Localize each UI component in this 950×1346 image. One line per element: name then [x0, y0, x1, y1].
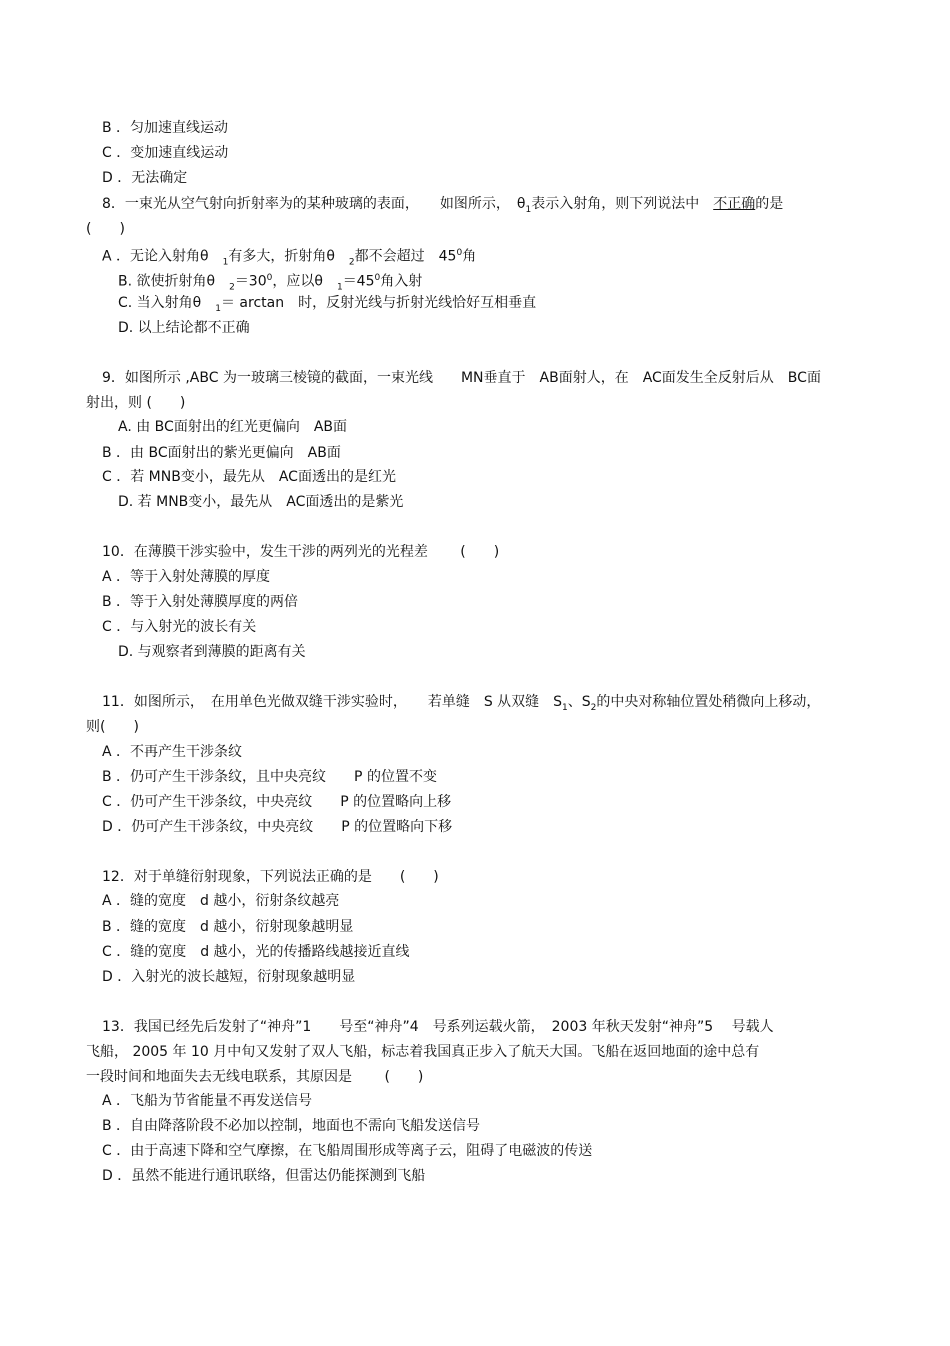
- q8-option-b-sub1: 2: [229, 282, 235, 293]
- q11-stem-text-c: 的中央对称轴位置处稍微向上移动，: [596, 694, 821, 710]
- q8-stem-sub: 1: [525, 204, 532, 215]
- q11-option-a: A ．不再产生干涉条纹: [102, 744, 243, 760]
- q8-option-b-sup1: 0: [266, 273, 273, 283]
- q8-option-a-text-d: 角: [462, 248, 477, 265]
- q8-option-b-sup2: 0: [374, 273, 381, 283]
- q11-stem-text-a: 11．如图所示， 在用单色光做双缝干涉实验时， 若单缝 S 从双缝 S: [102, 694, 563, 710]
- q12-option-a: A ．缝的宽度 d 越小，衍射条纹越亮: [102, 893, 340, 909]
- q8-stem-line1: [102, 195, 783, 219]
- q8-option-a-sub2: 2: [348, 257, 355, 268]
- q8-stem-text-c: 的是: [755, 196, 784, 212]
- q8-option-b-text-b: ＝30: [234, 273, 267, 290]
- q8-stem-line2: ( ): [86, 221, 125, 237]
- q8-option-a-text-a: A ．无论入射角θ: [102, 248, 223, 265]
- q11-option-b: B ．仍可产生干涉条纹，且中央亮纹 P 的位置不变: [102, 769, 437, 785]
- q8-option-c-text-b: ＝ arctan 时，反射光线与折射光线恰好互相垂直: [220, 295, 537, 311]
- q8-stem-underlined: 不正确: [713, 196, 756, 212]
- q9-stem-line2: 射出，则 ( ): [86, 395, 186, 411]
- q8-option-b-text-e: 角入射: [380, 273, 423, 290]
- q11-stem-sub2: 2: [590, 702, 597, 713]
- q8-option-b-sub2: 1: [336, 282, 343, 293]
- q13-option-d: D ．虽然不能进行通讯联络，但雷达仍能探测到飞船: [102, 1168, 426, 1184]
- q13-option-a: A ．飞船为节省能量不再发送信号: [102, 1093, 313, 1109]
- q10-option-a: A ．等于入射处薄膜的厚度: [102, 569, 271, 585]
- q8-stem-text-a: 8．一束光从空气射向折射率为的某种玻璃的表面， 如图所示， θ: [102, 196, 526, 212]
- q11-stem-line2: 则( ): [86, 719, 139, 735]
- q8-stem-text-b: 表示入射角，则下列说法中: [531, 196, 714, 212]
- q10-option-c: C ．与入射光的波长有关: [102, 619, 257, 635]
- q7-option-c: C ．变加速直线运动: [102, 145, 229, 161]
- q12-option-b: B ．缝的宽度 d 越小，衍射现象越明显: [102, 919, 354, 935]
- q11-stem-sub1: 1: [562, 702, 568, 713]
- q8-option-b-text-a: B. 欲使折射角θ: [118, 273, 230, 290]
- q8-option-b-text-d: ＝45: [342, 273, 375, 290]
- q8-option-a-text-c: 都不会超过 45: [354, 248, 457, 265]
- q7-option-d: D ．无法确定: [102, 170, 188, 186]
- q8-option-b-text-c: ，应以θ: [272, 273, 337, 290]
- q9-stem-line1: 9．如图所示 ,ABC 为一玻璃三棱镜的截面，一束光线 MN垂直于 AB面射人，在 AC面发生全反射后从 BC面: [102, 370, 821, 386]
- q8-option-a-sup: 0: [456, 248, 463, 258]
- q8-option-c-sub: 1: [215, 303, 221, 314]
- q8-option-c: [118, 294, 536, 318]
- q10-stem: 10．在薄膜干涉实验中，发生干涉的两列光的光程差 ( ): [102, 544, 500, 560]
- q8-option-a-sub1: 1: [222, 257, 229, 268]
- q9-option-c: C ．若 MNB变小，最先从 AC面透出的是红光: [102, 469, 396, 485]
- q8-option-a: [102, 244, 476, 271]
- q10-option-d: D. 与观察者到薄膜的距离有关: [118, 644, 306, 660]
- q9-option-b: B ．由 BC面射出的紫光更偏向 AB面: [102, 445, 341, 461]
- q8-option-d: D. 以上结论都不正确: [118, 320, 250, 336]
- q12-option-d: D ．入射光的波长越短，衍射现象越明显: [102, 969, 356, 985]
- q8-option-a-text-b: 有多大，折射角θ: [228, 248, 349, 265]
- q13-option-c: C ．由于高速下降和空气摩擦，在飞船周围形成等离子云，阻碍了电磁波的传送: [102, 1143, 593, 1159]
- q7-option-b: B ．匀加速直线运动: [102, 120, 229, 136]
- q11-stem-text-b: 、S: [567, 694, 591, 710]
- q11-option-d: D ．仍可产生干涉条纹，中央亮纹 P 的位置略向下移: [102, 819, 453, 835]
- q8-option-b: [118, 269, 422, 296]
- q11-option-c: C ．仍可产生干涉条纹，中央亮纹 P 的位置略向上移: [102, 794, 452, 810]
- q13-stem-line1: 13．我国已经先后发射了“神舟”1 号至“神舟”4 号系列运载火箭， 2003 年秋天发射“神舟”5 号载人: [102, 1019, 774, 1035]
- q10-option-b: B ．等于入射处薄膜厚度的两倍: [102, 594, 299, 610]
- q13-stem-line3: 一段时间和地面失去无线电联系，其原因是 ( ): [86, 1069, 424, 1085]
- q12-option-c: C ．缝的宽度 d 越小，光的传播路线越接近直线: [102, 944, 410, 960]
- q8-option-c-text-a: C. 当入射角θ: [118, 295, 216, 311]
- q12-stem: 12．对于单缝衍射现象，下列说法正确的是 ( ): [102, 869, 439, 885]
- q11-stem-line1: [102, 693, 820, 717]
- q13-stem-line2: 飞船， 2005 年 10 月中旬又发射了双人飞船，标志着我国真正步入了航天大国。飞船在返回地面的途中总有: [86, 1044, 760, 1060]
- q9-option-d: D. 若 MNB变小，最先从 AC面透出的是紫光: [118, 494, 404, 510]
- q9-option-a: A. 由 BC面射出的红光更偏向 AB面: [118, 419, 347, 435]
- q13-option-b: B ．自由降落阶段不必加以控制，地面也不需向飞船发送信号: [102, 1118, 481, 1134]
